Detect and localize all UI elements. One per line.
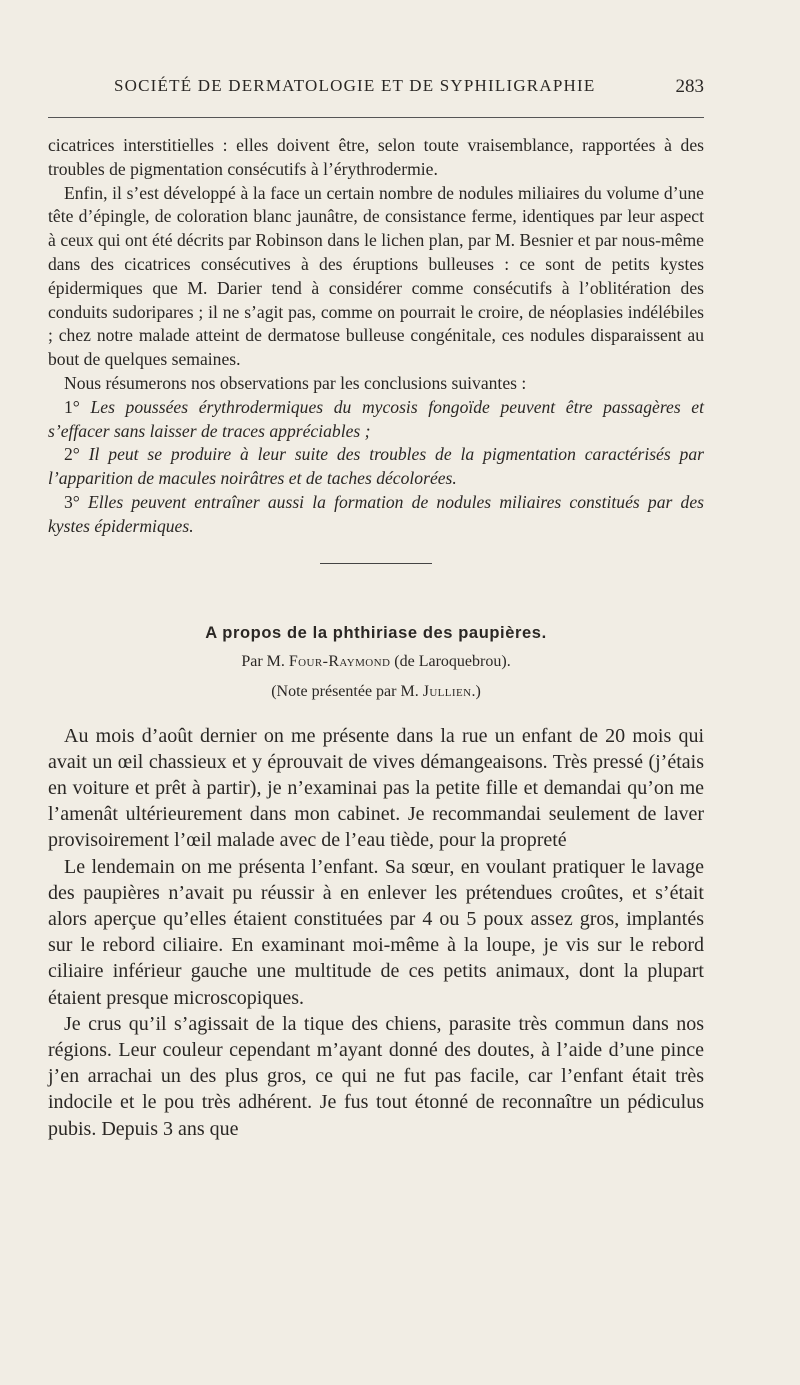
section-separator [320,563,432,564]
previous-article-text [48,134,704,539]
conclusion-item [48,491,704,539]
header-rule [48,117,704,118]
page-number: 283 [675,76,704,97]
presentation-note [48,683,704,701]
article-title: A propos de la phthiriase des paupières. [205,623,547,642]
author-place: (de Laroquebrou). [394,652,511,670]
paragraph: Au mois d’août dernier on me présente dans la rue un enfant de 20 mois qui avait un œil chassieux et y éprouvait de vives démangeaisons. Très pressé (j’étais en voiture et prêt à partir), je n’examinai pas la petite fille et demandai qu’on me l’amenât ultérieurement dans mon cabinet. Je recommandai seulement de laver provisoirement l’œil malade avec de l’eau tiède, pour la propreté [48,724,704,852]
conclusion-number: 2° [64,444,80,465]
note-name: Jullien [422,682,472,700]
conclusion-text: Les poussées érythrodermiques du mycosis fongoïde peuvent être passagères et s’effacer sans laisser de traces appréciables ; [48,396,704,441]
conclusion-item [48,396,704,444]
note-prefix: (Note présentée par M. [271,682,419,700]
paragraph: Enfin, il s’est développé à la face un certain nombre de nodules miliaires du volume d’une tête d’épingle, de coloration blanc jaunâtre, de consistance ferme, identiques par leur aspect à ceux qui ont été décrits par Robinson dans le lichen plan, par M. Besnier et par nous-même dans des cicatrices consécutives à des éruptions bulleuses : ce sont de petits kystes épidermiques que M. Darier tend à considérer comme consécutifs à l’oblitération des conduits sudoripares ; il ne s’agit pas, comme on pourrait le croire, de néoplasies indélébiles ; chez notre malade atteint de dermatose bulleuse congénitale, ces nodules disparaissent au bout de quelques semaines. [48,182,704,370]
paragraph: Nous résumerons nos observations par les conclusions suivantes : [64,372,527,393]
article-text [48,723,704,1142]
running-title: SOCIÉTÉ DE DERMATOLOGIE ET DE SYPHILIGRAPHIE [114,76,596,95]
author-name: Four-Raymond [288,652,391,670]
page-header [48,76,704,106]
note-suffix: .) [471,682,481,700]
paragraph: Je crus qu’il s’agissait de la tique des chiens, parasite très commun dans nos régions. Leur couleur cependant m’ayant donné des doutes, à l’aide d’une pince j’en arrachai un des plus gros, ce qui ne fut pas facile, car l’enfant était très indocile et le pou très adhérent. Je fus tout étonné de reconnaître un pédiculus pubis. Depuis 3 ans que [48,1012,704,1140]
author-prefix: Par M. [241,652,285,670]
article-author [48,653,704,671]
conclusion-number: 1° [64,396,80,417]
paragraph: Le lendemain on me présenta l’enfant. Sa sœur, en voulant pratiquer le lavage des paupières n’avait pu réussir à en enlever les prétendues croûtes, et s’était alors aperçue qu’elles étaient constituées par 4 ou 5 poux assez gros, implantés sur le rebord ciliaire. En examinant moi-même à la loupe, je vis sur le rebord ciliaire inférieur gauche une multitude de ces petits animaux, dont la plupart étaient presque microscopiques. [48,855,704,1009]
paragraph: cicatrices interstitielles : elles doivent être, selon toute vraisemblance, rapportées à des troubles de pigmentation consécutifs à l’érythrodermie. [48,135,704,179]
conclusion-number: 3° [64,491,80,512]
conclusion-text: Il peut se produire à leur suite des troubles de la pigmentation caractérisés par l’apparition de macules noirâtres et de taches décolorées. [48,444,704,489]
conclusion-text: Elles peuvent entraîner aussi la formation de nodules miliaires constitués par des kystes épidermiques. [48,491,704,536]
conclusion-item [48,443,704,491]
page-body [48,134,704,1142]
